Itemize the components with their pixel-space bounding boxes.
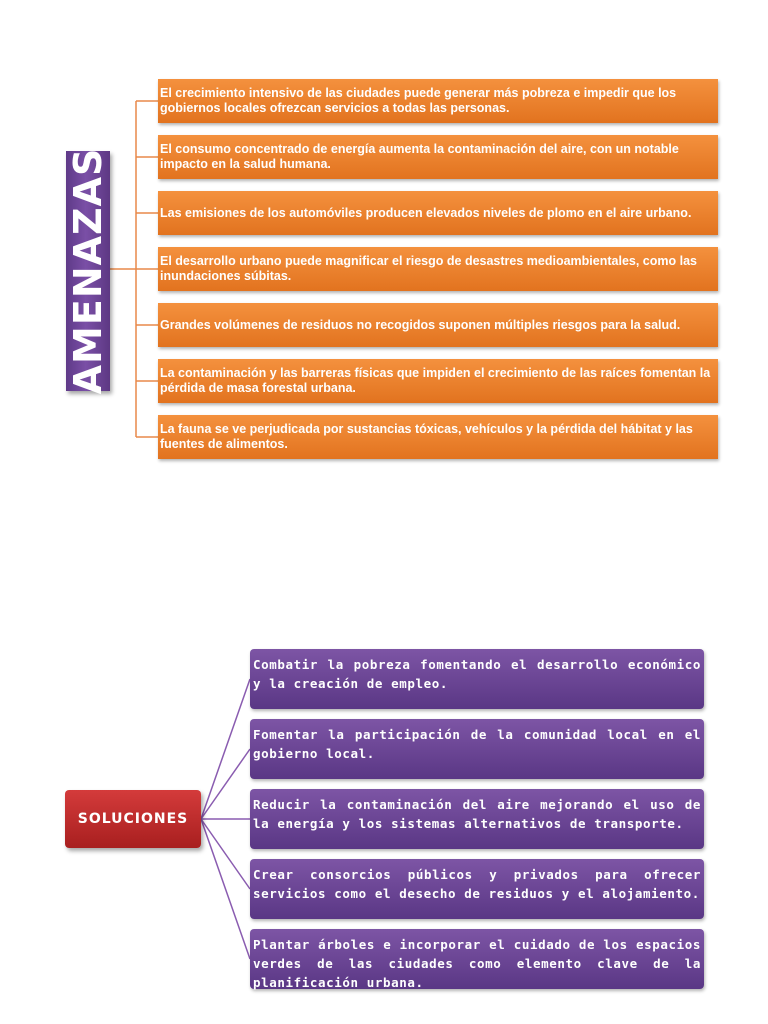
amenazas-title-box (66, 147, 110, 395)
threat-box-6: La contaminación y las barreras físicas que impiden el crecimiento de las raíces fomentan la pérdida de masa forestal urbana. (158, 359, 718, 403)
threat-box-4: El desarrollo urbano puede magnificar el riesgo de desastres medioambientales, como las inundaciones súbitas. (158, 247, 718, 291)
threat-box-2: El consumo concentrado de energía aumenta la contaminación del aire, con un notable impacto en la salud humana. (158, 135, 718, 179)
solution-box-3: Reducir la contaminación del aire mejorando el uso de la energía y los sistemas alternativos de transporte. (250, 789, 704, 849)
threat-box-7: La fauna se ve perjudicada por sustancias tóxicas, vehículos y la pérdida del hábitat y las fuentes de alimentos. (158, 415, 718, 459)
amenazas-connectors (110, 101, 158, 437)
threat-box-3: Las emisiones de los automóviles producen elevados niveles de plomo en el aire urbano. (158, 191, 718, 235)
solution-box-5: Plantar árboles e incorporar el cuidado de los espacios verdes de las ciudades como elemento clave de la planificación urbana. (250, 929, 704, 989)
threat-box-1: El crecimiento intensivo de las ciudades puede generar más pobreza e impedir que los gobiernos locales ofrezcan servicios a todas las personas. (158, 79, 718, 123)
soluciones-title: SOLUCIONES (65, 790, 201, 848)
solution-box-1: Combatir la pobreza fomentando el desarrollo económico y la creación de empleo. (250, 649, 704, 709)
soluciones-connectors (201, 679, 250, 959)
threat-box-5: Grandes volúmenes de residuos no recogidos suponen múltiples riesgos para la salud. (158, 303, 718, 347)
solution-box-4: Crear consorcios públicos y privados para ofrecer servicios como el desecho de residuos y el alojamiento. (250, 859, 704, 919)
amenazas-title: AMENAZAS (66, 147, 110, 395)
solution-box-2: Fomentar la participación de la comunidad local en el gobierno local. (250, 719, 704, 779)
